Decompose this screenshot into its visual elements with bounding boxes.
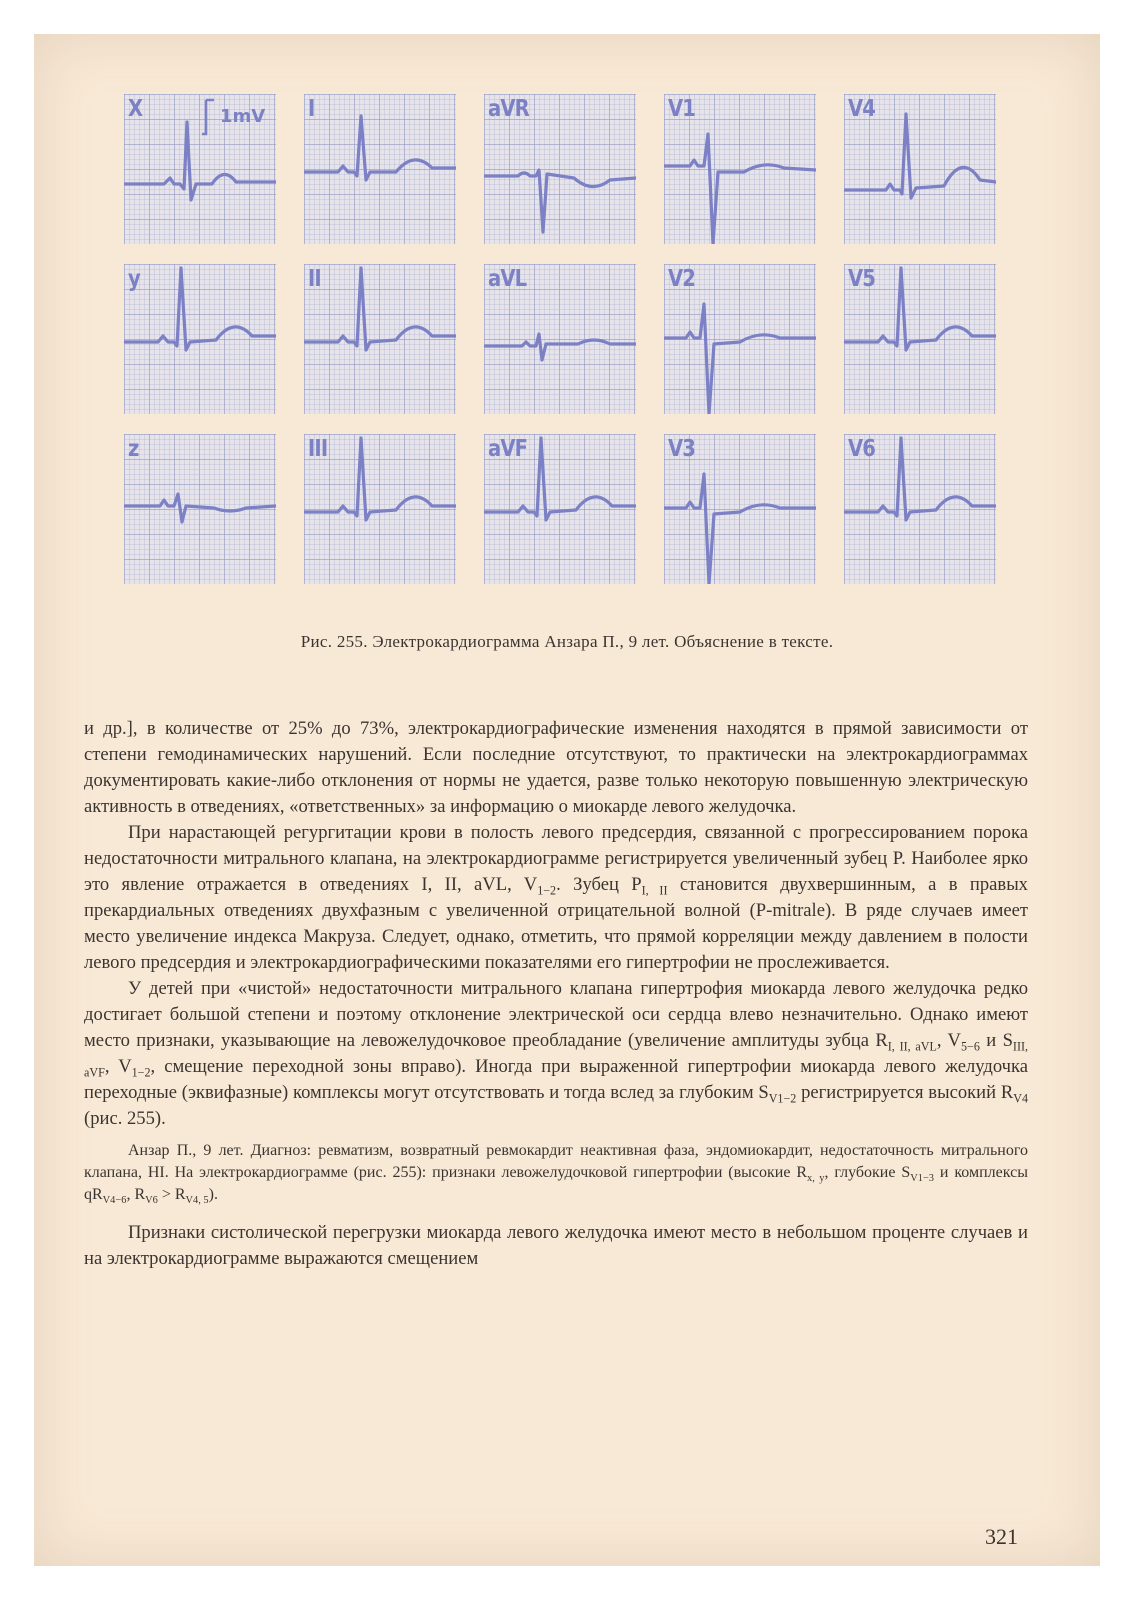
ecg-waveform [484, 170, 636, 232]
paragraph-4 [84, 1220, 1028, 1272]
paragraph-3-text-c: и S [979, 1030, 1013, 1051]
body-text [84, 716, 1028, 1272]
paragraph-3 [84, 976, 1028, 1132]
ecg-panel-lead-v5 [844, 264, 996, 414]
ecg-trace-lead-x [124, 94, 276, 244]
ecg-waveform [124, 494, 276, 522]
lead-label-lead-avr: aVR [488, 96, 529, 122]
lead-label-lead-ii: II [308, 266, 321, 292]
lead-label-lead-v1: V1 [668, 96, 696, 122]
ecg-waveform [484, 334, 636, 360]
lead-label-lead-v4: V4 [848, 96, 876, 122]
paragraph-1-text: и др.], в количестве от 25% до 73%, электрокардиографические изменения находятся в прямой зависимости от степени гемодинамических нарушений. Если последние отсутствуют, то практически на электрокардиограммах документировать какие-либо отклонения от нормы не удается, разве только некоторую повышенную электрическую активность в отведениях, «ответственных» за информацию о миокарде левого желудочка. [84, 718, 1028, 817]
ecg-trace-lead-z [124, 434, 276, 584]
lead-label-lead-avf: aVF [488, 436, 528, 462]
paragraph-3-text-b: , V [936, 1030, 961, 1051]
paragraph-3-text-e: , смещение переходной зоны вправо). Иногда при выраженной гипертрофии миокарда левого желудочка переходные (эквифазные) комплексы могут отсутствовать и тогда вслед за глубоким S [84, 1056, 1029, 1103]
subscript: V4−6 [102, 1195, 127, 1207]
paragraph-2-text-a: При нарастающей регургитации крови в полость левого предсердия, связанной с прогрессированием порока недостаточности митрального клапана, на электрокардиограмме регистрируется увеличенный зубец P. Наиболее ярко это явление отражается в отведениях I, II, aVL, V [84, 822, 1028, 895]
lead-label-lead-i: I [308, 96, 315, 122]
calibration-label: 1mV [220, 106, 266, 127]
subscript: III, aVF [84, 1039, 1029, 1080]
paragraph-3-text-a: У детей при «чистой» недостаточности митрального клапана гипертрофия миокарда левого желудочка редко достигает большой степени и поэтому отклонение электрической оси сердца влево незначительно. Однако имеют место признаки, указывающие на левожелудочковое преобладание (увеличение амплитуды зубца R [84, 978, 1028, 1051]
ecg-panel-lead-avf [484, 434, 636, 584]
ecg-panel-lead-v3 [664, 434, 816, 584]
paragraph-3-text-f: регистрируется высокий R [796, 1082, 1014, 1103]
subscript: V1−2 [768, 1091, 797, 1106]
lead-label-lead-v2: V2 [668, 266, 696, 292]
note-text-c: и комплексы qR [84, 1164, 1028, 1203]
paragraph-3-text-g: (рис. 255). [84, 1108, 166, 1129]
book-page [34, 34, 1100, 1566]
ecg-panel-lead-avr [484, 94, 636, 244]
ecg-waveform [124, 122, 276, 200]
subscript: 1−2 [131, 1065, 151, 1080]
subscript: 5−6 [960, 1039, 980, 1054]
ecg-trace-lead-y [124, 264, 276, 414]
lead-label-lead-y: y [128, 266, 140, 292]
ecg-waveform [664, 134, 816, 244]
paragraph-3-text-d: , V [104, 1056, 132, 1077]
ecg-panel-lead-v2 [664, 264, 816, 414]
subscript: I, II, aVL [887, 1039, 937, 1054]
note-text-b: , глубокие S [824, 1164, 911, 1181]
lead-label-lead-v5: V5 [848, 266, 876, 292]
paragraph-2-text-b: . Зубец P [556, 874, 642, 895]
ecg-trace-lead-i [304, 94, 456, 244]
case-note-text [84, 1140, 1028, 1206]
lead-label-lead-z: z [128, 436, 139, 462]
ecg-trace-lead-ii [304, 264, 456, 414]
lead-label-lead-v3: V3 [668, 436, 696, 462]
ecg-waveform [124, 268, 276, 350]
lead-label-lead-x: X [128, 96, 143, 122]
lead-label-lead-avl: aVL [488, 266, 527, 292]
figure-caption: Рис. 255. Электрокардиограмма Анзара П., 9 лет. Объяснение в тексте. [300, 632, 834, 651]
subscript: 1−2 [537, 883, 557, 898]
ecg-panel-lead-v1 [664, 94, 816, 244]
case-note [84, 1140, 1028, 1206]
ecg-panel-lead-v6 [844, 434, 996, 584]
ecg-panel-lead-avl [484, 264, 636, 414]
note-text-a: Анзар П., 9 лет. Диагноз: ревматизм, возвратный ревмокардит неактивная фаза, эндомиокардит, недостаточность митрального клапана, HI. На электрокардиограмме (рис. 255): признаки левожелудочковой гипертрофии (высокие R [84, 1142, 1028, 1181]
paragraph-2 [84, 820, 1028, 976]
paragraph-2-text-c: становится двухвершинным, а в правых прекардиальных отведениях двухфазным с увеличенной отрицательной волной (P-mitrale). В ряде случаев имеет место увеличение индекса Макруза. Следует, однако, отметить, что прямой корреляции между давлением в полости левого предсердия и электрокардиографическими показателями его гипертрофии не прослеживается. [84, 874, 1028, 973]
paragraph-1 [84, 716, 1028, 820]
ecg-waveform [304, 268, 456, 350]
ecg-waveform [844, 114, 996, 198]
note-text-e: > R [157, 1186, 186, 1203]
ecg-panel-lead-z [124, 434, 276, 584]
note-text-d: , R [126, 1186, 146, 1203]
ecg-panel-lead-v4 [844, 94, 996, 244]
subscript: V1−3 [910, 1173, 935, 1185]
subscript: V4, 5 [185, 1195, 209, 1207]
ecg-panel-lead-iii [304, 434, 456, 584]
ecg-panel-lead-ii [304, 264, 456, 414]
note-text-f: ). [208, 1186, 218, 1203]
lead-label-lead-v6: V6 [848, 436, 876, 462]
ecg-figure [124, 94, 996, 654]
ecg-waveform [304, 116, 456, 180]
subscript: x, y [807, 1173, 825, 1185]
ecg-waveform [664, 474, 816, 584]
paragraph-4-text: Признаки систолической перегрузки миокарда левого желудочка имеют место в небольшом проценте случаев и на электрокардиограмме выражаются смещением [84, 1222, 1028, 1269]
ecg-panel-lead-i [304, 94, 456, 244]
page-number: 321 [985, 1524, 1018, 1549]
lead-label-lead-iii: III [308, 436, 328, 462]
ecg-waveform [664, 304, 816, 414]
subscript: V6 [145, 1195, 158, 1207]
subscript: I, II [641, 883, 668, 898]
ecg-panel-lead-y [124, 264, 276, 414]
subscript: V4 [1013, 1091, 1028, 1106]
calibration-mark [202, 100, 214, 134]
ecg-panel-lead-x [124, 94, 276, 244]
